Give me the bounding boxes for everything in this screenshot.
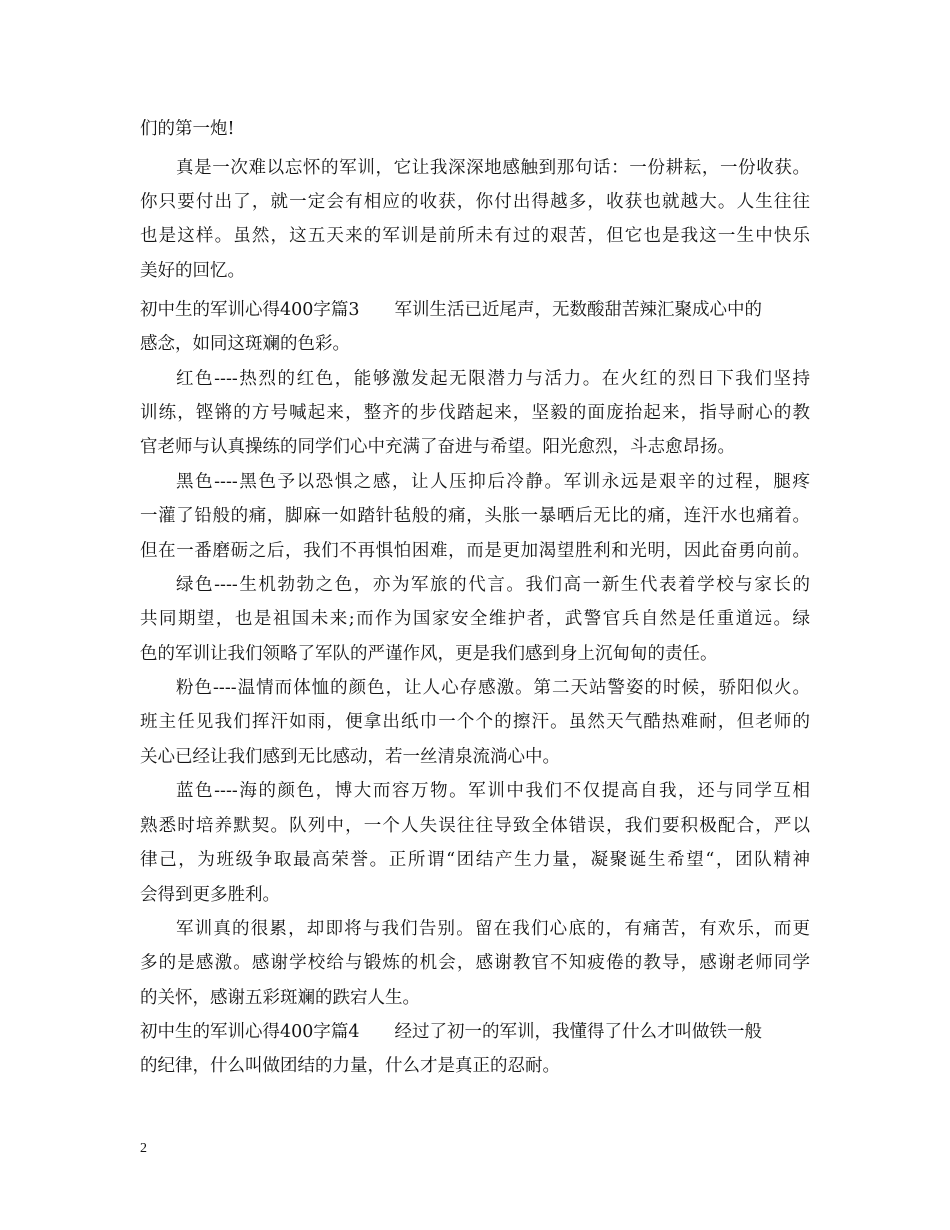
text-line: 共同期望，也是祖国未来;而作为国家安全维护者，武警官兵自然是任重道远。绿 — [140, 609, 810, 629]
text-line: 的纪律，什么叫做团结的力量，什么才是真正的忍耐。 — [140, 1056, 560, 1076]
text-line: 官老师与认真操练的同学们心中充满了奋进与希望。阳光愈烈，斗志愈昂扬。 — [140, 437, 735, 457]
text-line: 蓝色----海的颜色，博大而容万物。军训中我们不仅提高自我，还与同学互相 — [176, 781, 810, 801]
text-line: 感念，如同这斑斓的色彩。 — [140, 334, 350, 354]
text-line: 班主任见我们挥汗如雨，便拿出纸巾一个个的擦汗。虽然天气酷热难耐，但老师的 — [140, 712, 810, 732]
section-heading-line: 初中生的军训心得400字篇4 经过了初一的军训，我懂得了什么才叫做铁一般 — [140, 1022, 763, 1042]
text-line: 也是这样。虽然，这五天来的军训是前所未有过的艰苦，但它也是我这一生中快乐 — [140, 226, 810, 246]
text-line: 黑色----黑色予以恐惧之感，让人压抑后冷静。军训永远是艰辛的过程，腿疼 — [176, 472, 810, 492]
text-line: 训练，铿锵的方号喊起来，整齐的步伐踏起来，坚毅的面庞抬起来，指导耐心的教 — [140, 403, 810, 423]
text-line: 但在一番磨砺之后，我们不再惧怕困难，而是更加渴望胜利和光明，因此奋勇向前。 — [140, 541, 810, 561]
text-line: 一灌了铅般的痛，脚麻一如踏针毡般的痛，头胀一暴晒后无比的痛，连汗水也痛着。 — [140, 506, 810, 526]
page-number: 2 — [140, 1141, 147, 1156]
text-line: 律己，为班级争取最高荣誉。正所谓“团结产生力量，凝聚诞生希望“，团队精神 — [140, 850, 810, 870]
text-line: 军训真的很累，却即将与我们告别。留在我们心底的，有痛苦，有欢乐，而更 — [176, 919, 810, 939]
text-line: 粉色----温情而体恤的颜色，让人心存感激。第二天站警姿的时候，骄阳似火。 — [176, 678, 810, 698]
text-line: 关心已经让我们感到无比感动，若一丝清泉流淌心中。 — [140, 747, 560, 767]
text-line: 多的是感激。感谢学校给与锻炼的机会，感谢教官不知疲倦的教导，感谢老师同学 — [140, 953, 810, 973]
text-line: 你只要付出了，就一定会有相应的收获，你付出得越多，收获也就越大。人生往往 — [140, 192, 810, 212]
text-line: 色的军训让我们领略了军队的严谨作风，更是我们感到身上沉甸甸的责任。 — [140, 644, 718, 664]
text-line: 美好的回忆。 — [140, 261, 245, 281]
text-line: 们的第一炮! — [140, 119, 235, 139]
text-line: 的关怀，感谢五彩斑斓的跌宕人生。 — [140, 988, 420, 1008]
text-line: 会得到更多胜利。 — [140, 885, 280, 905]
text-line: 绿色----生机勃勃之色，亦为军旅的代言。我们高一新生代表着学校与家长的 — [176, 575, 810, 595]
section-heading-line: 初中生的军训心得400字篇3 军训生活已近尾声，无数酸甜苦辣汇聚成心中的 — [140, 300, 763, 320]
text-line: 熟悉时培养默契。队列中，一个人失误往往导致全体错误，我们要积极配合，严以 — [140, 816, 810, 836]
text-line: 红色----热烈的红色，能够激发起无限潜力与活力。在火红的烈日下我们坚持 — [176, 369, 810, 389]
text-line: 真是一次难以忘怀的军训，它让我深深地感触到那句话：一份耕耘，一份收获。 — [176, 158, 810, 178]
